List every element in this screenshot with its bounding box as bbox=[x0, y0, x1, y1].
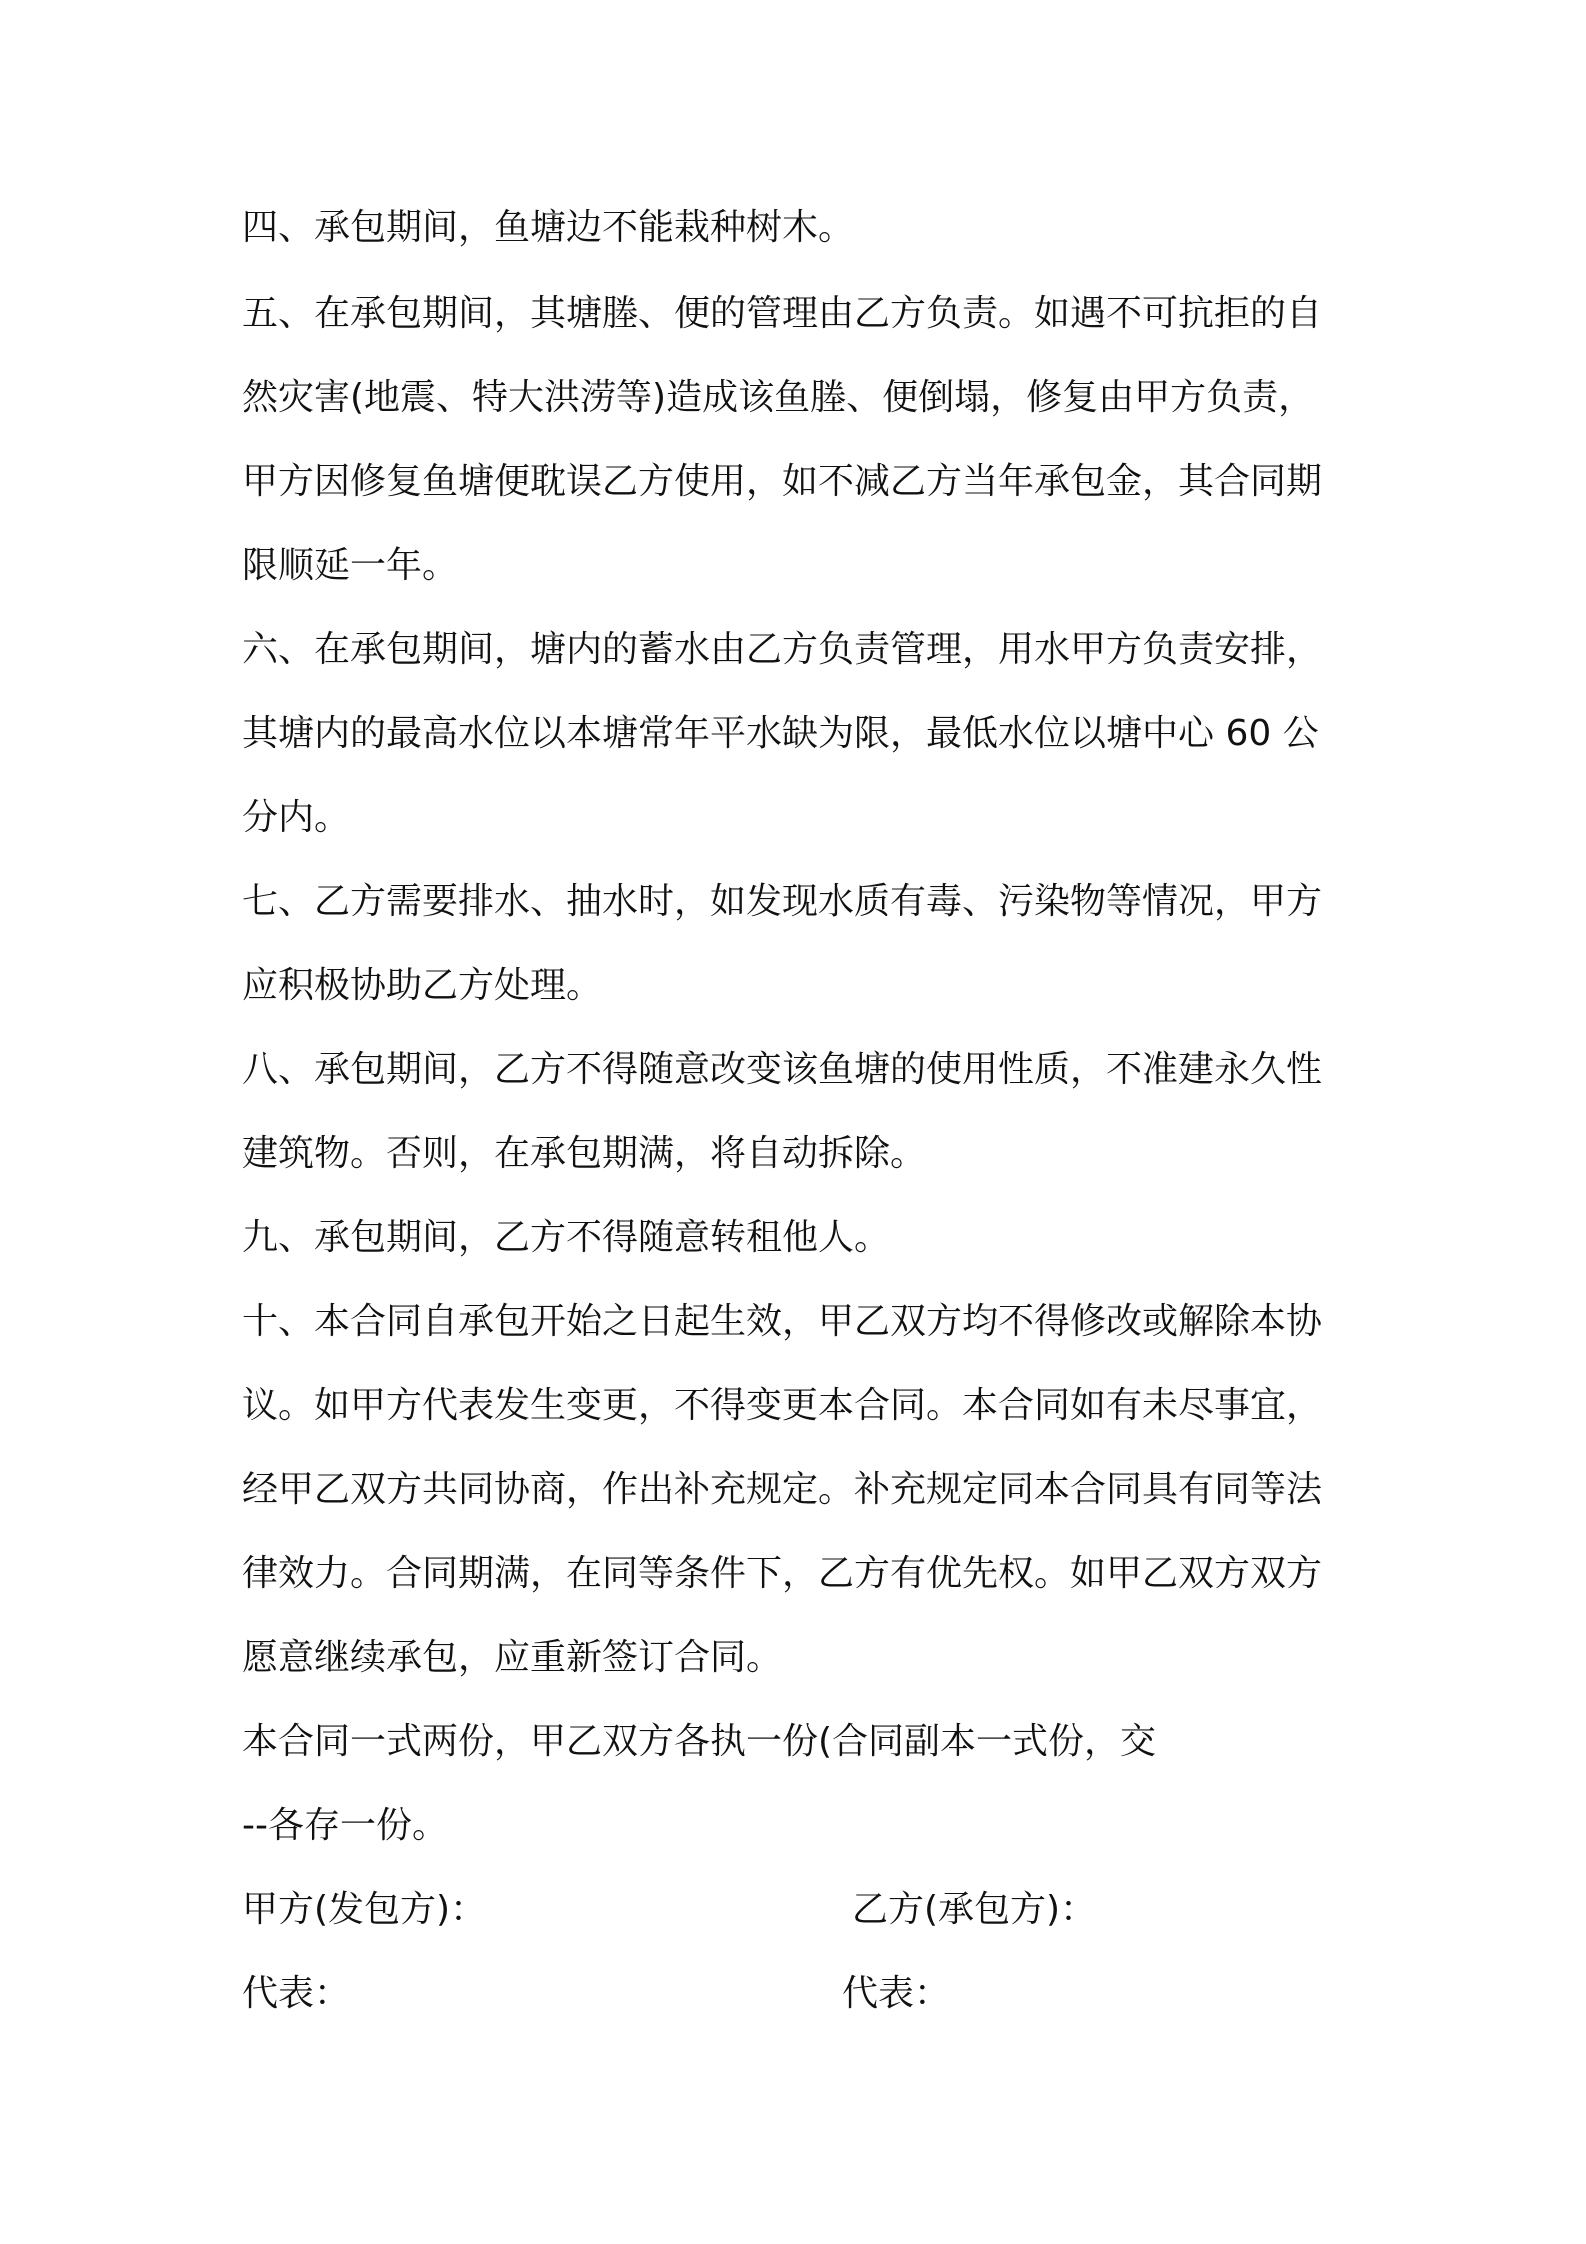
copies-line-1: 本合同一式两份，甲乙双方各执一份(合同副本一式份，交 bbox=[242, 1721, 1157, 1762]
clause-10-line-2: 议。如甲方代表发生变更，不得变更本合同。本合同如有未尽事宜， bbox=[242, 1385, 1323, 1426]
clause-5-line-3: 甲方因修复鱼塘便耽误乙方使用，如不减乙方当年承包金，其合同期 bbox=[242, 461, 1323, 502]
party-a-representative: 代表： bbox=[242, 1973, 351, 2014]
clause-8-line-2: 建筑物。否则，在承包期满，将自动拆除。 bbox=[242, 1133, 927, 1174]
clause-6-line-3: 分内。 bbox=[242, 797, 351, 838]
clause-9-line-1: 九、承包期间，乙方不得随意转租他人。 bbox=[242, 1217, 891, 1258]
clause-10-line-3: 经甲乙双方共同协商，作出补充规定。补充规定同本合同具有同等法 bbox=[242, 1469, 1323, 1510]
clause-6-line-2: 其塘内的最高水位以本塘常年平水缺为限，最低水位以塘中心 60 公 bbox=[242, 713, 1319, 754]
clause-10-line-5: 愿意继续承包，应重新签订合同。 bbox=[242, 1637, 783, 1678]
clause-8-line-1: 八、承包期间，乙方不得随意改变该鱼塘的使用性质，不准建永久性 bbox=[242, 1049, 1323, 1090]
party-b-label: 乙方(承包方)： bbox=[852, 1889, 1097, 1930]
clause-4-line-1: 四、承包期间，鱼塘边不能栽种树木。 bbox=[242, 207, 855, 248]
clause-5-line-1: 五、在承包期间，其塘塍、便的管理由乙方负责。如遇不可抗拒的自 bbox=[242, 293, 1323, 334]
clause-5-line-2: 然灾害(地震、特大洪涝等)造成该鱼塍、便倒塌，修复由甲方负责， bbox=[242, 377, 1315, 418]
copies-line-2: --各存一份。 bbox=[242, 1805, 448, 1846]
clause-7-line-1: 七、乙方需要排水、抽水时，如发现水质有毒、污染物等情况，甲方 bbox=[242, 881, 1323, 922]
clause-6-line-1: 六、在承包期间，塘内的蓄水由乙方负责管理，用水甲方负责安排， bbox=[242, 629, 1323, 670]
party-b-representative: 代表： bbox=[842, 1973, 951, 2014]
clause-10-line-4: 律效力。合同期满，在同等条件下，乙方有优先权。如甲乙双方双方 bbox=[242, 1553, 1323, 1594]
clause-10-line-1: 十、本合同自承包开始之日起生效，甲乙双方均不得修改或解除本协 bbox=[242, 1301, 1323, 1342]
party-a-label: 甲方(发包方)： bbox=[242, 1889, 487, 1930]
clause-5-line-4: 限顺延一年。 bbox=[242, 545, 459, 586]
clause-7-line-2: 应积极协助乙方处理。 bbox=[242, 965, 603, 1006]
